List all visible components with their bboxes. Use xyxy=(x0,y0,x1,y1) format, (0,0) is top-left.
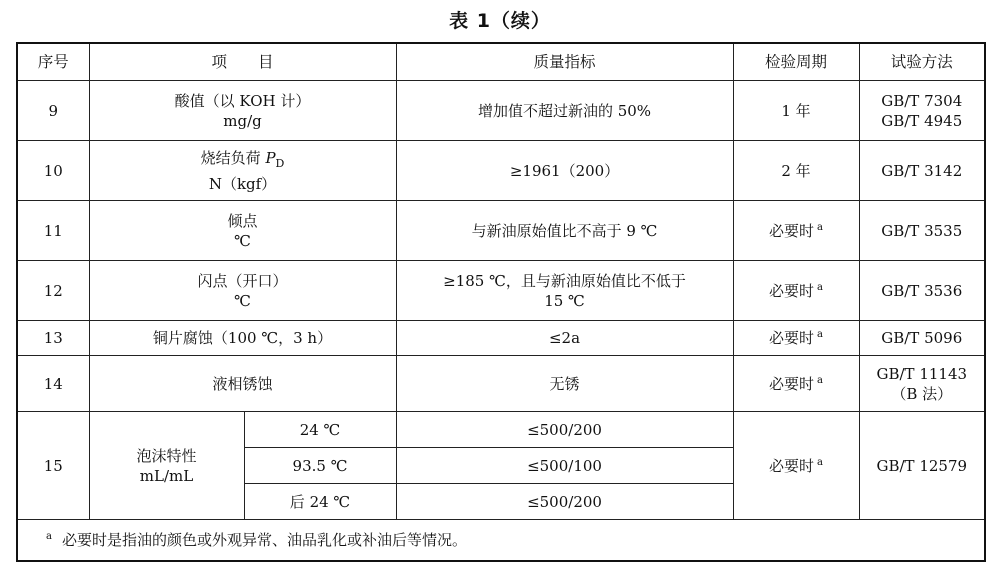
footnote-mark: a xyxy=(817,374,823,386)
row-period: 必要时 $^a$ xyxy=(733,356,859,412)
table-row xyxy=(17,141,985,201)
row-item: 铜片腐蚀（100 ℃，3 h） xyxy=(89,321,396,356)
footnote-mark: a xyxy=(817,329,823,340)
row-item: 烧结负荷 $P_D$ N（kgf） xyxy=(89,141,396,201)
row-no: 14 xyxy=(17,356,89,412)
row-quality: ≤500/100 xyxy=(396,448,733,484)
row-method: GB/T 3142 xyxy=(859,141,985,201)
row-quality: ≤500/200 xyxy=(396,484,733,520)
row-method: GB/T 3536 xyxy=(859,261,985,321)
row-quality: ≥185 ℃，且与新油原始值比不低于 15 ℃ xyxy=(396,261,733,321)
footnote-mark: a xyxy=(817,221,823,233)
row-period: 必要时 $^a$ xyxy=(733,201,859,261)
header-no: 序号 xyxy=(17,43,89,81)
table-row xyxy=(17,321,985,356)
row-method: GB/T 5096 xyxy=(859,321,985,356)
row-quality: 与新油原始值比不高于 9 ℃ xyxy=(396,201,733,261)
row-no: 15 xyxy=(17,412,89,520)
row-quality: ≤500/200 xyxy=(396,412,733,448)
table-row xyxy=(17,412,985,448)
row-item: 倾点 ℃ xyxy=(89,201,396,261)
footnote xyxy=(17,520,985,562)
quality-spec-table xyxy=(16,42,986,562)
table-row xyxy=(17,81,985,141)
row-no: 12 xyxy=(17,261,89,321)
row-period: 必要时 $^a$ xyxy=(733,412,859,520)
table-row xyxy=(17,261,985,321)
row-method: GB/T 12579 xyxy=(859,412,985,520)
row-item: 酸值（以 KOH 计） mg/g xyxy=(89,81,396,141)
row-period: 2 年 xyxy=(733,141,859,201)
footnote-mark: a xyxy=(46,531,52,542)
row-item: 液相锈蚀 xyxy=(89,356,396,412)
row-quality: 无锈 xyxy=(396,356,733,412)
row-no: 9 xyxy=(17,81,89,141)
row-condition: 93.5 ℃ xyxy=(244,448,396,484)
row-condition: 24 ℃ xyxy=(244,412,396,448)
row-item: 闪点（开口） ℃ xyxy=(89,261,396,321)
header-method: 试验方法 xyxy=(859,43,985,81)
row-method: GB/T 11143 （B 法） xyxy=(859,356,985,412)
row-method: GB/T 7304 GB/T 4945 xyxy=(859,81,985,141)
row-quality: ≥1961（200） xyxy=(396,141,733,201)
table-row xyxy=(17,356,985,412)
footnote-text: 必要时是指油的颜色或外观异常、油品乳化或补油后等情况。 xyxy=(61,531,467,549)
row-item: 泡沫特性 mL/mL xyxy=(89,412,244,520)
row-period: 1 年 xyxy=(733,81,859,141)
row-condition: 后 24 ℃ xyxy=(244,484,396,520)
table-header-row xyxy=(17,43,985,81)
row-period: 必要时 $^a$ xyxy=(733,321,859,356)
footnote-mark: a xyxy=(817,456,823,468)
footnote-row xyxy=(17,520,985,562)
row-period: 必要时 $^a$ xyxy=(733,261,859,321)
row-quality: 增加值不超过新油的 50% xyxy=(396,81,733,141)
row-no: 10 xyxy=(17,141,89,201)
header-quality: 质量指标 xyxy=(396,43,733,81)
row-no: 13 xyxy=(17,321,89,356)
footnote-mark: a xyxy=(817,281,823,293)
table-row xyxy=(17,201,985,261)
row-quality: ≤2a xyxy=(396,321,733,356)
row-no: 11 xyxy=(17,201,89,261)
header-period: 检验周期 xyxy=(733,43,859,81)
header-item: 项 目 xyxy=(89,43,396,81)
row-method: GB/T 3535 xyxy=(859,201,985,261)
table-title: 表 1（续） xyxy=(449,10,551,32)
